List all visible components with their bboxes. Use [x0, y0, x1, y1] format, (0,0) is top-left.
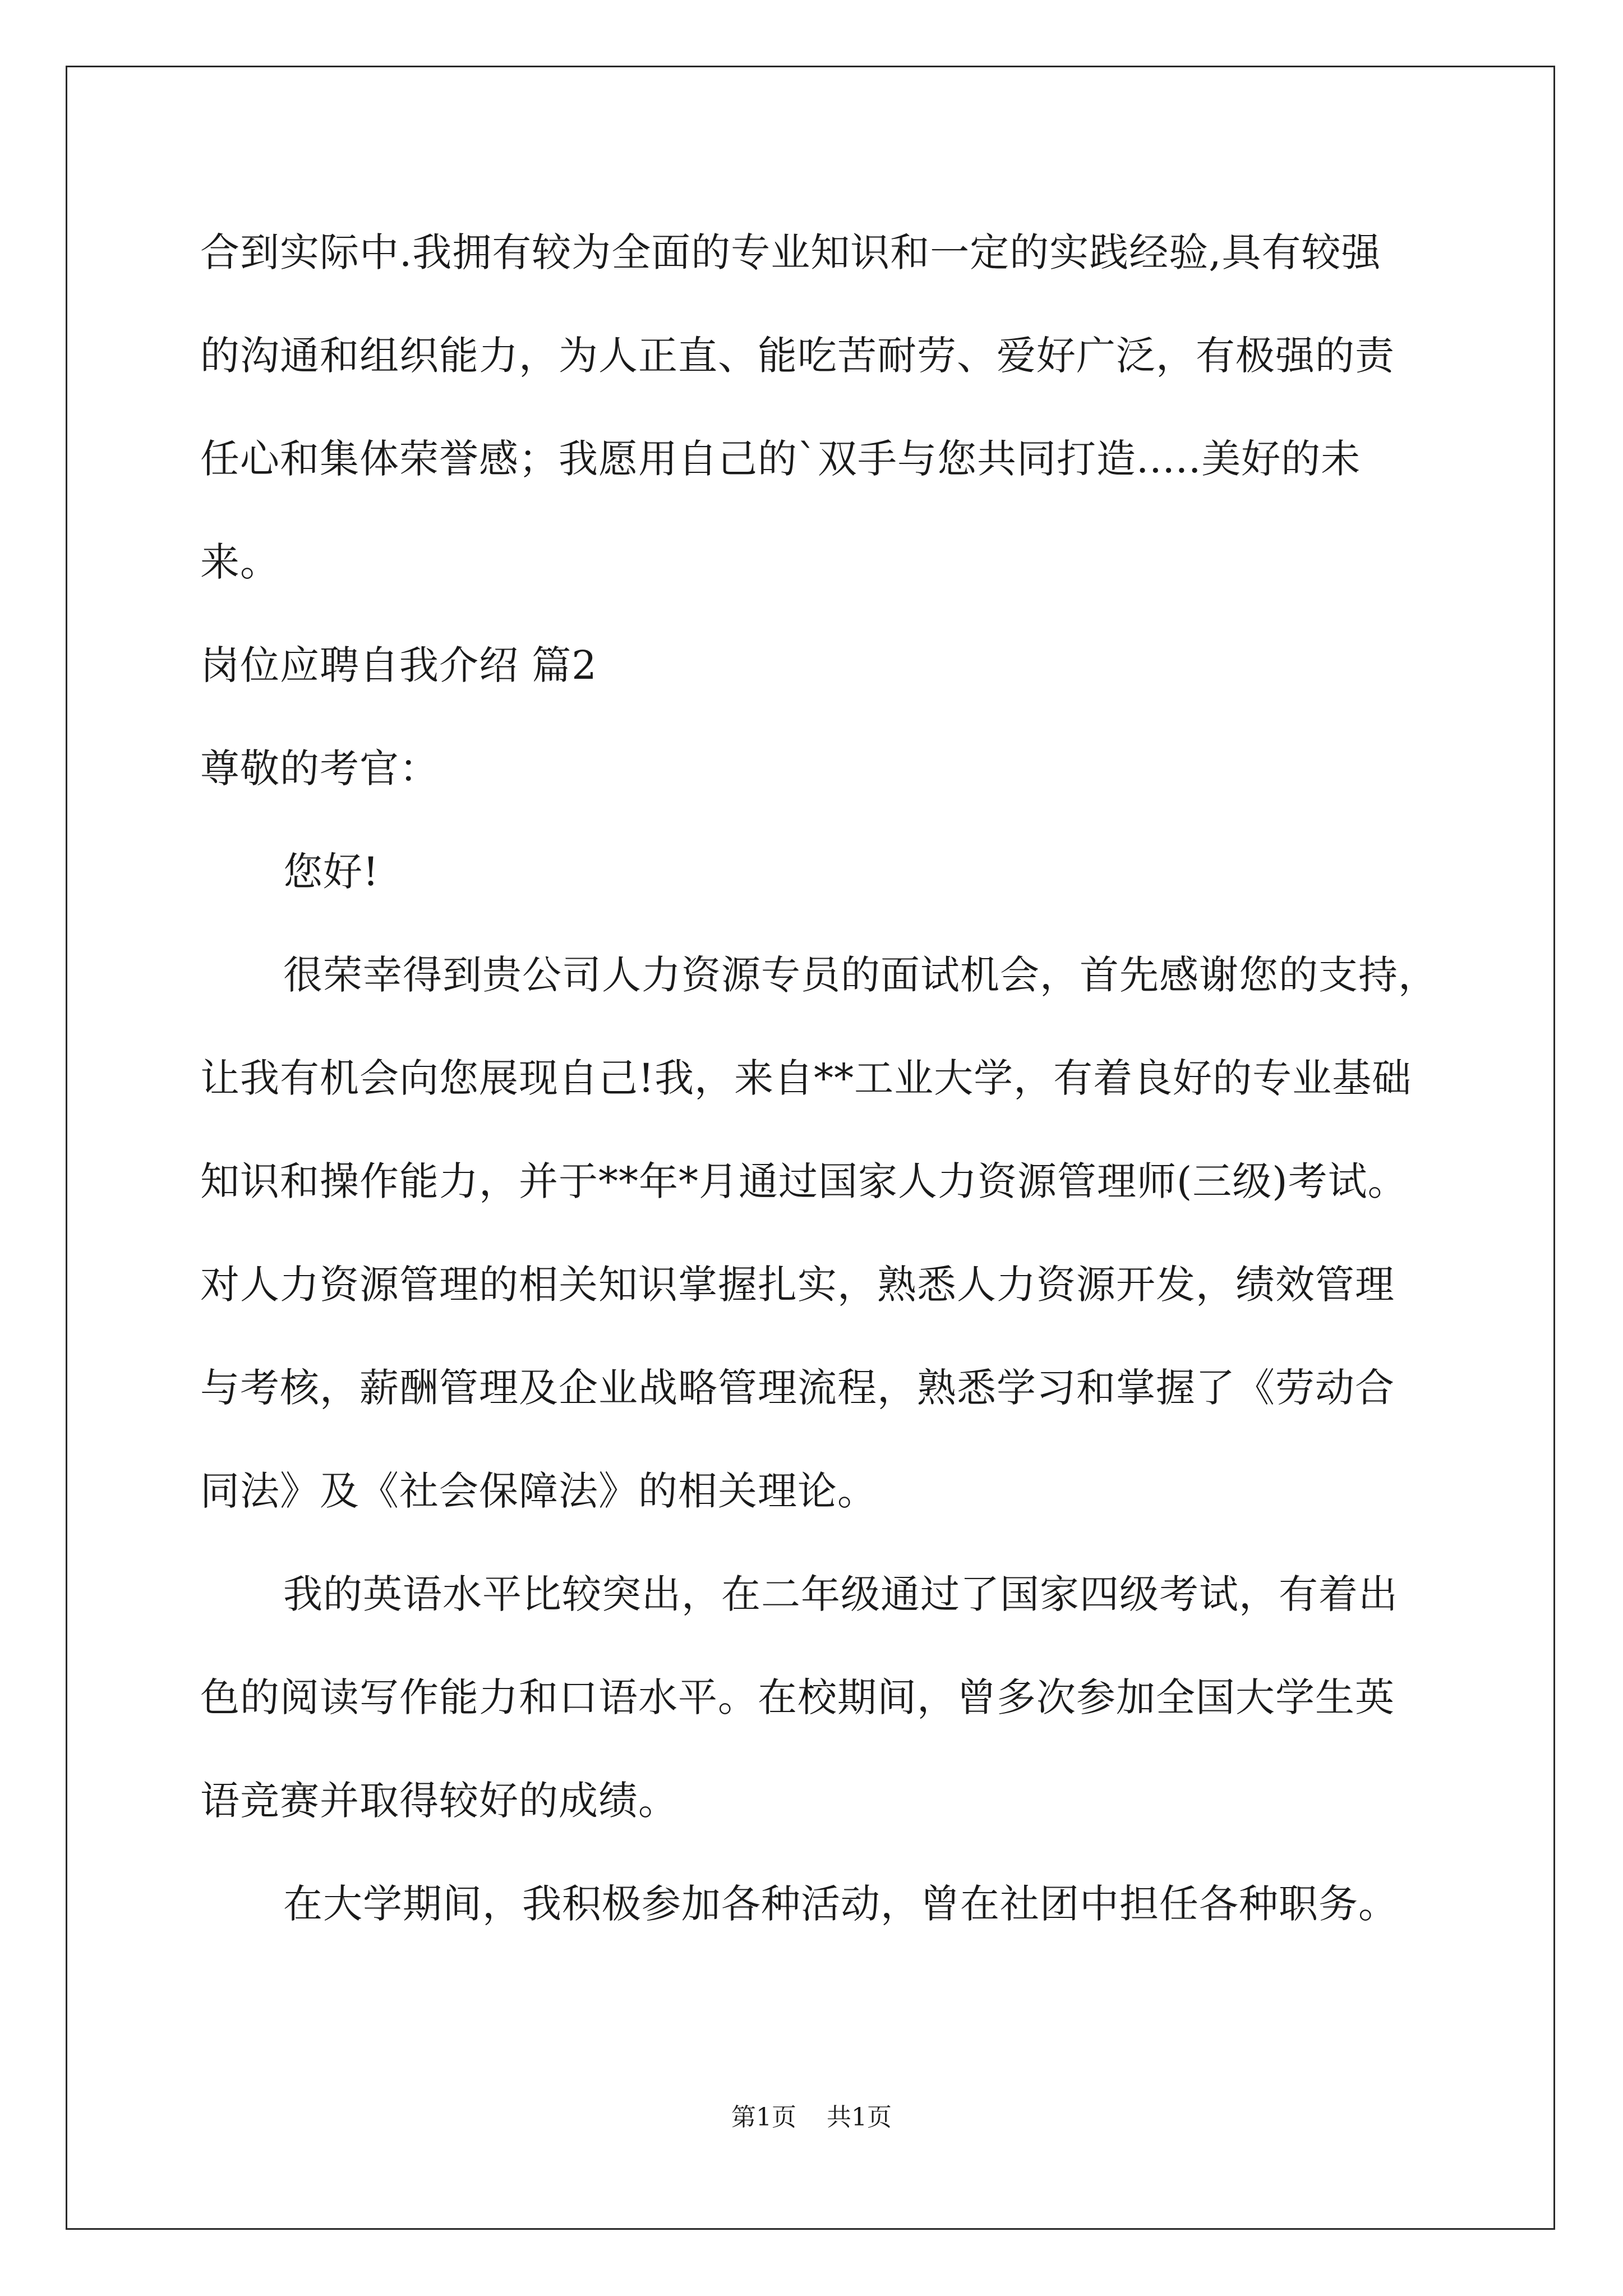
text-line: 很荣幸得到贵公司人力资源专员的面试机会，首先感谢您的支持，	[283, 952, 1438, 998]
page-number: 第1页	[731, 2103, 796, 2132]
page-footer	[0, 2097, 1623, 2133]
text-line: 来。	[200, 539, 280, 585]
greeting: 您好!	[283, 849, 380, 895]
text-line: 对人力资源管理的相关知识掌握扎实，熟悉人力资源开发，绩效管理	[200, 1262, 1395, 1308]
text-line: 同法》及《社会保障法》的相关理论。	[200, 1468, 877, 1514]
document-body	[200, 220, 1438, 1975]
text-line: 我的英语水平比较突出，在二年级通过了国家四级考试，有着出	[283, 1571, 1398, 1617]
section-heading: 岗位应聘自我介绍 篇2	[200, 642, 597, 688]
text-line: 知识和操作能力，并于**年*月通过国家人力资源管理师(三级)考试。	[200, 1158, 1408, 1204]
text-line: 色的阅读写作能力和口语水平。在校期间，曾多次参加全国大学生英	[200, 1674, 1395, 1720]
text-line: 在大学期间，我积极参加各种活动，曾在社团中担任各种职务。	[283, 1881, 1398, 1927]
text-line: 让我有机会向您展现自己!我，来自**工业大学，有着良好的专业基础	[200, 1055, 1412, 1101]
text-line: 任心和集体荣誉感；我愿用自己的`双手与您共同打造.....美好的未	[200, 436, 1361, 482]
page-total: 共1页	[827, 2103, 892, 2132]
text-line: 合到实际中.我拥有较为全面的专业知识和一定的实践经验,具有较强	[200, 229, 1381, 275]
salutation: 尊敬的考官：	[200, 746, 439, 792]
text-line: 语竞赛并取得较好的成绩。	[200, 1778, 678, 1824]
text-line: 的沟通和组织能力，为人正直、能吃苦耐劳、爱好广泛，有极强的责	[200, 333, 1395, 379]
text-line: 与考核，薪酬管理及企业战略管理流程，熟悉学习和掌握了《劳动合	[200, 1365, 1395, 1411]
